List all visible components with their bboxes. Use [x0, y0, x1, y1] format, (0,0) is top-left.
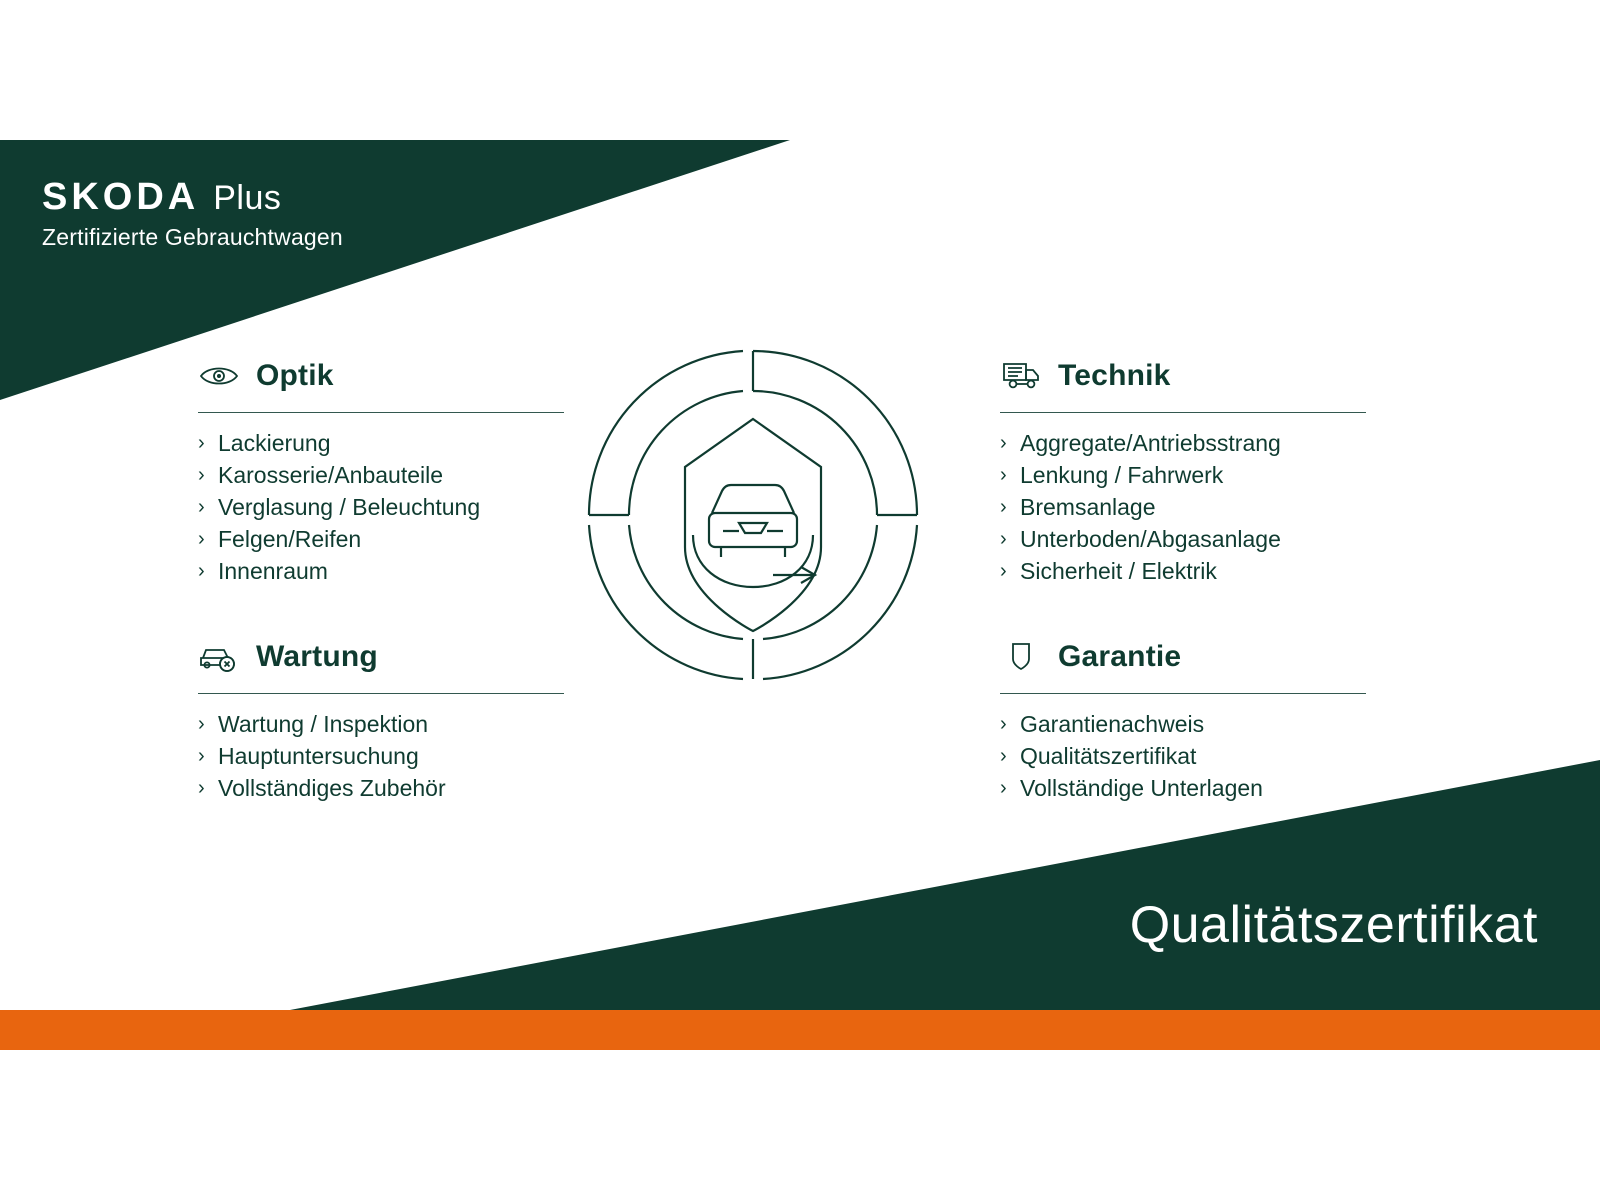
chevron-right-icon: ›	[1000, 528, 1007, 550]
list-item	[1000, 491, 1390, 523]
list-item-label: Bremsanlage	[1020, 494, 1156, 520]
list-item-label: Felgen/Reifen	[218, 526, 362, 552]
section-title: Optik	[256, 359, 334, 392]
list-item	[1000, 427, 1390, 459]
section-item-list	[1000, 427, 1390, 587]
list-item	[198, 427, 588, 459]
page-title: Qualitätszertifikat	[1129, 896, 1538, 954]
list-item	[198, 708, 588, 740]
list-item	[198, 772, 588, 804]
chevron-right-icon: ›	[1000, 745, 1007, 767]
section-garantie	[1000, 633, 1390, 804]
list-item-label: Karosserie/Anbauteile	[218, 462, 444, 488]
section-divider	[1000, 412, 1366, 413]
list-item-label: Wartung / Inspektion	[218, 711, 429, 737]
list-item-label: Garantienachweis	[1020, 711, 1205, 737]
chevron-right-icon: ›	[1000, 464, 1007, 486]
section-divider	[198, 412, 564, 413]
chevron-right-icon: ›	[1000, 560, 1007, 582]
list-item-label: Lackierung	[218, 430, 331, 456]
list-item-label: Qualitätszertifikat	[1020, 743, 1197, 769]
list-item	[1000, 459, 1390, 491]
list-item	[198, 491, 588, 523]
section-optik	[198, 352, 588, 587]
list-item	[198, 523, 588, 555]
list-item	[198, 740, 588, 772]
list-item	[1000, 555, 1390, 587]
list-item-label: Vollständige Unterlagen	[1020, 775, 1263, 801]
chevron-right-icon: ›	[198, 528, 205, 550]
section-header	[198, 633, 588, 681]
chevron-right-icon: ›	[1000, 713, 1007, 735]
list-item	[1000, 740, 1390, 772]
brand-name: SKODA	[42, 176, 200, 218]
chevron-right-icon: ›	[1000, 432, 1007, 454]
section-technik	[1000, 352, 1390, 587]
section-title: Wartung	[256, 640, 378, 673]
list-item-label: Lenkung / Fahrwerk	[1020, 462, 1224, 488]
chevron-right-icon: ›	[198, 464, 205, 486]
orange-accent-bar	[0, 1010, 1600, 1050]
section-header	[1000, 352, 1390, 400]
section-divider	[198, 693, 564, 694]
chevron-right-icon: ›	[198, 777, 205, 799]
list-item	[1000, 523, 1390, 555]
list-item-label: Vollständiges Zubehör	[218, 775, 446, 801]
list-item-label: Innenraum	[218, 558, 328, 584]
section-title: Technik	[1058, 359, 1171, 392]
list-item	[198, 555, 588, 587]
section-item-list	[1000, 708, 1390, 804]
chevron-right-icon: ›	[1000, 777, 1007, 799]
list-item	[1000, 708, 1390, 740]
eye-icon	[198, 355, 240, 397]
brand-plus: Plus	[213, 179, 282, 217]
section-header	[1000, 633, 1390, 681]
section-header	[198, 352, 588, 400]
chevron-right-icon: ›	[1000, 496, 1007, 518]
brand-tagline: Zertifizierte Gebrauchtwagen	[42, 224, 343, 250]
list-item-label: Unterboden/Abgasanlage	[1020, 526, 1281, 552]
brand-logo-line	[42, 178, 343, 216]
section-divider	[1000, 693, 1366, 694]
list-item	[1000, 772, 1390, 804]
section-title: Garantie	[1058, 640, 1182, 673]
list-item-label: Verglasung / Beleuchtung	[218, 494, 481, 520]
section-wartung	[198, 633, 588, 804]
chevron-right-icon: ›	[198, 713, 205, 735]
section-item-list	[198, 708, 588, 804]
list-item-label: Sicherheit / Elektrik	[1020, 558, 1217, 584]
list-item	[198, 459, 588, 491]
list-item-label: Hauptuntersuchung	[218, 743, 419, 769]
bottom-white-area	[0, 1050, 1600, 1200]
brand-logo	[42, 178, 343, 251]
chevron-right-icon: ›	[198, 432, 205, 454]
chevron-right-icon: ›	[198, 496, 205, 518]
chevron-right-icon: ›	[198, 745, 205, 767]
chevron-right-icon: ›	[198, 560, 205, 582]
section-item-list	[198, 427, 588, 587]
certified-vehicle-emblem	[573, 335, 933, 705]
truck-icon	[1000, 355, 1042, 397]
car-service-icon	[198, 636, 240, 678]
shield-icon	[1000, 636, 1042, 678]
list-item-label: Aggregate/Antriebsstrang	[1020, 430, 1281, 456]
